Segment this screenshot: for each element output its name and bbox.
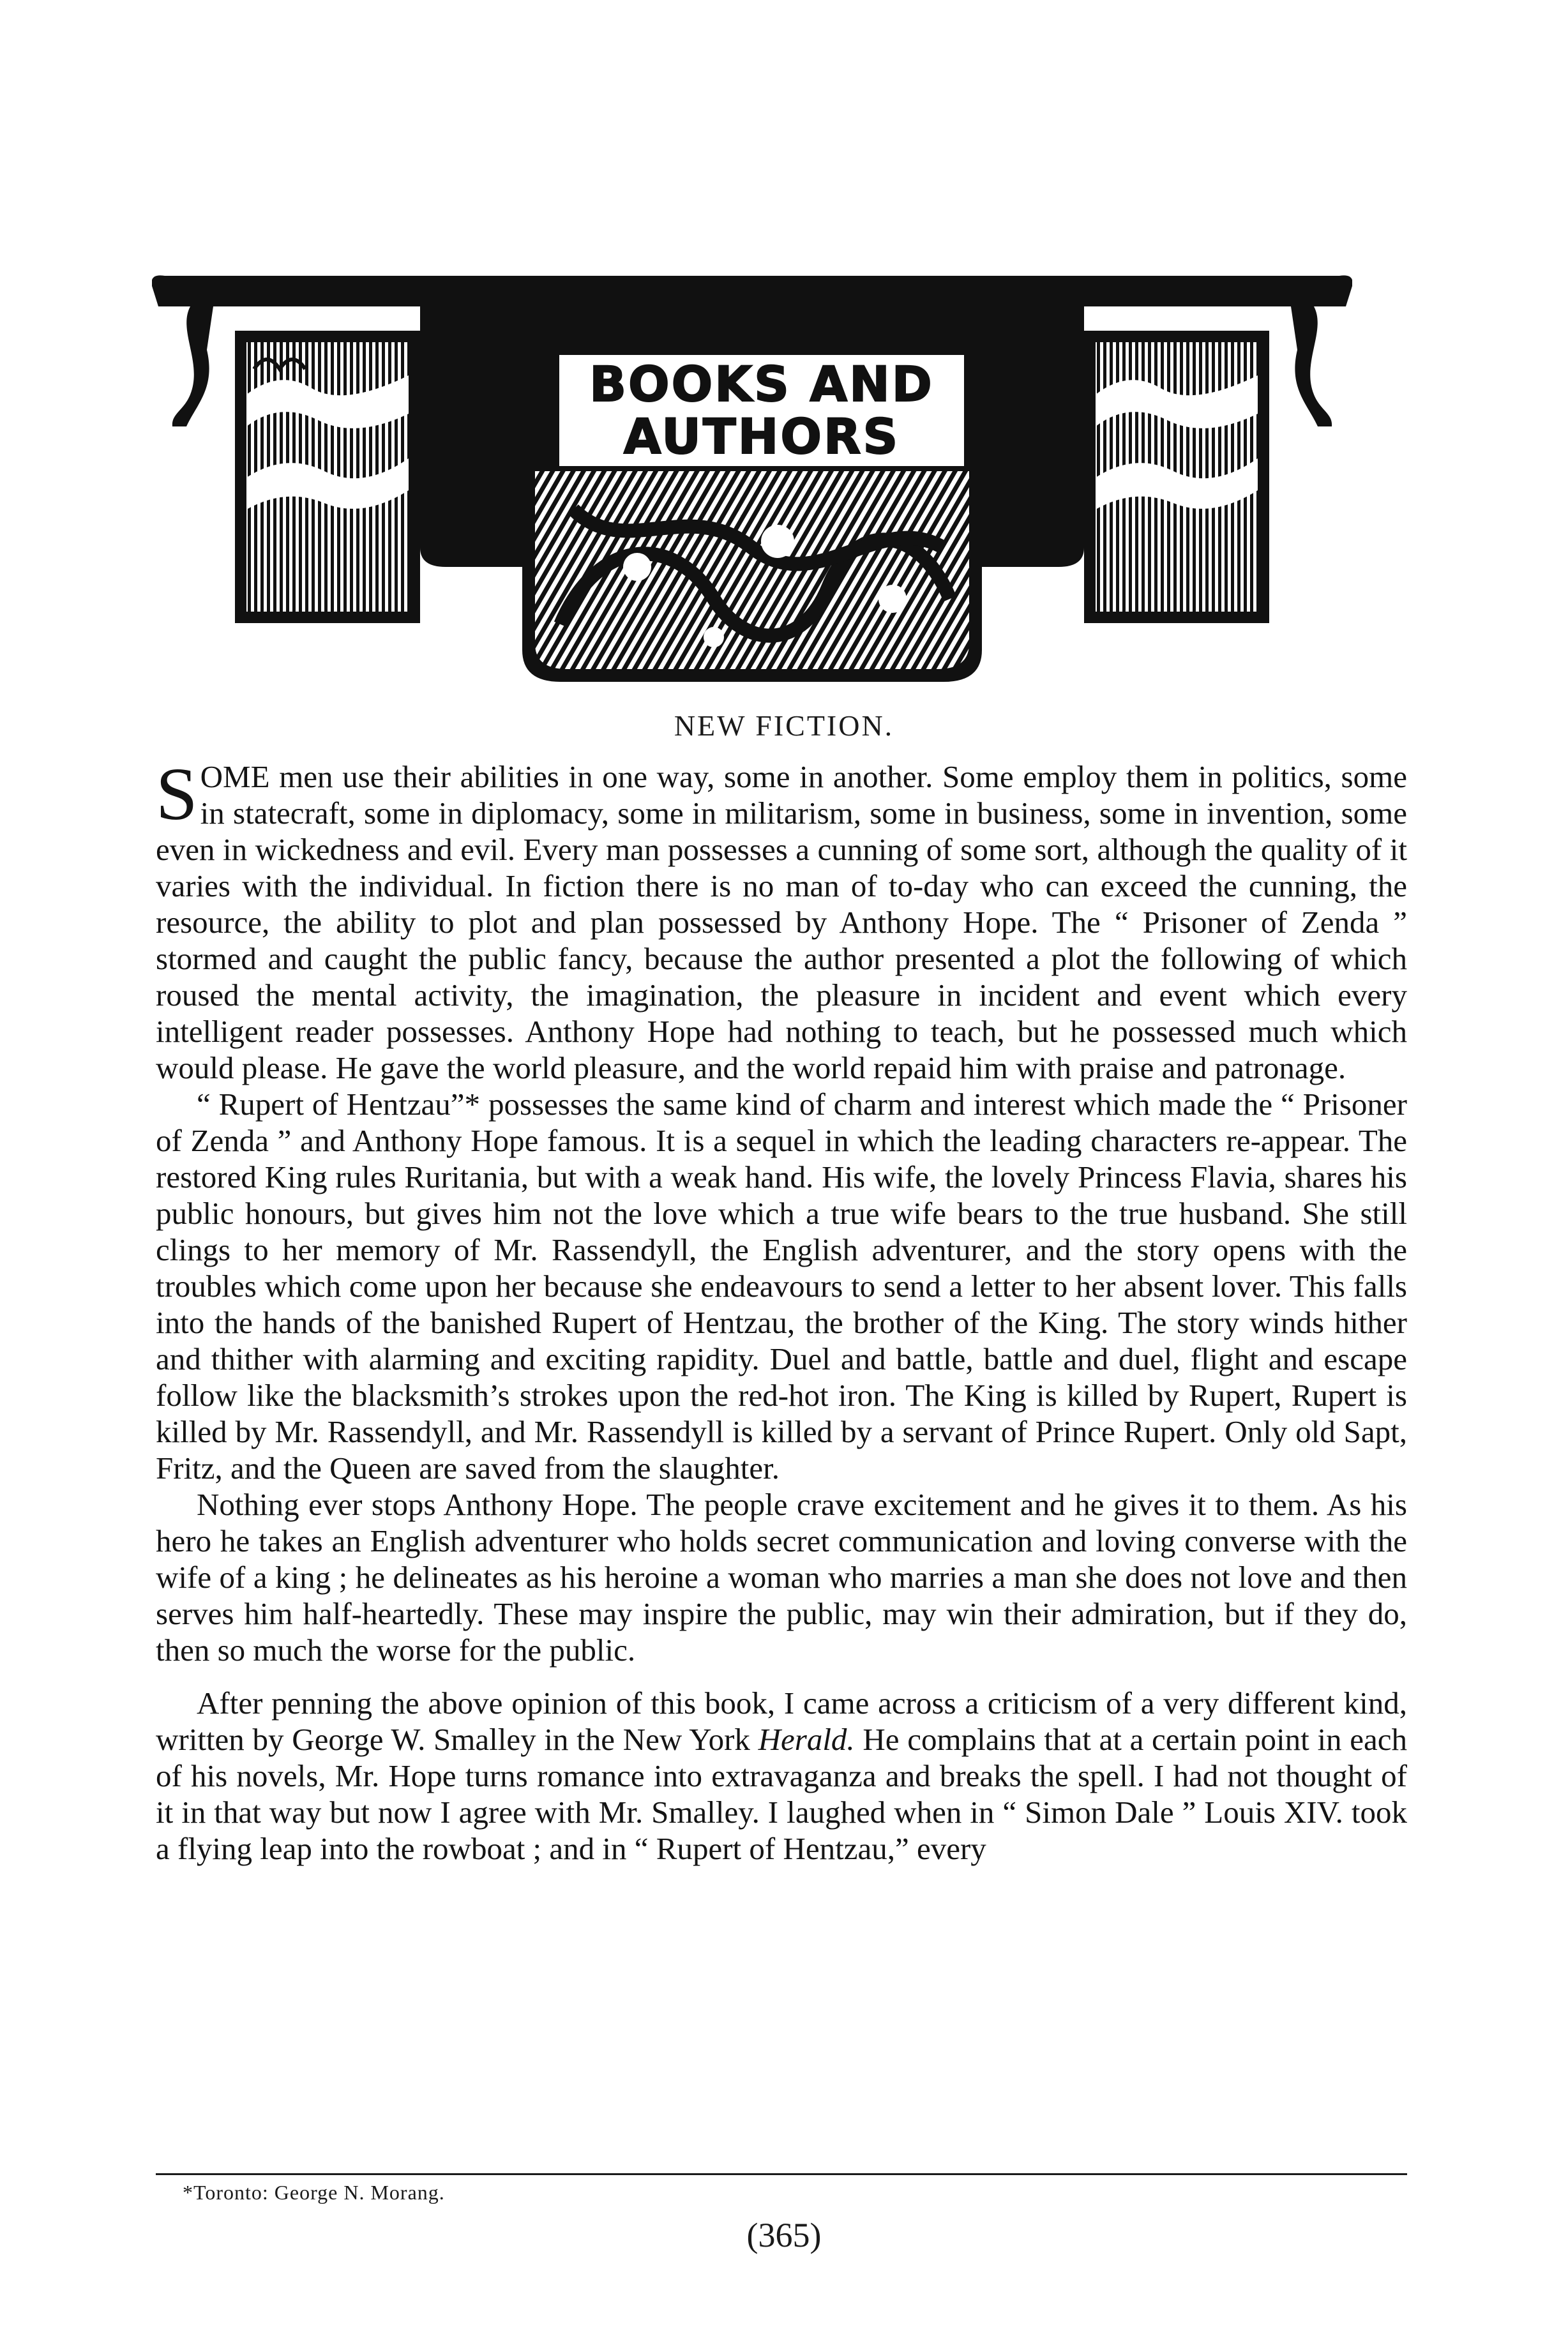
header-title-line-1: BOOKS AND (589, 356, 934, 412)
header-title-line-2: AUTHORS (623, 408, 900, 465)
paragraph-3: Nothing ever stops Anthony Hope. The people crave excitement and he gives it to them. As his hero he takes an English adventurer who holds secret communication and loving converse with the wife of a king ; he delineates as his heroine a woman who marries a man she does not love and then serves him half-heartedly. These may inspire the public, may win their admiration, but if they do, then so much the worse for the public. (156, 1487, 1407, 1668)
paragraph-4-text-start: After penning the above opinion of this book, I came across a criticism of a very different kind, written by George W. Smalley in the New York (156, 1685, 1407, 1757)
paragraph-2: “ Rupert of Hentzau”* possesses the same kind of charm and interest which made the “ Prisoner of Zenda ” and Anthony Hope famous. It is a sequel in which the leading characters re-appear. The restored King rules Ruritania, but with a weak hand. His wife, the lovely Princess Flavia, shares his public honours, but gives him not the love which a true wife bears to the true husband. She still clings to her memory of Mr. Rassendyll, the English adventurer, and the story opens with the troubles which come upon her because she endeavours to send a letter to her absent lover. This falls into the hands of the banished Rupert of Hentzau, the brother of the King. The story winds hither and thither with alarming and exciting rapidity. Duel and battle, battle and duel, flight and escape follow like the blacksmith’s strokes upon the red-hot iron. The King is killed by Rupert, Rupert is killed by Mr. Rassendyll, and Mr. Rassendyll is killed by a servant of Prince Rupert. Only old Sapt, Fritz, and the Queen are saved from the slaughter. (156, 1087, 1407, 1486)
article-body (156, 752, 1407, 1867)
paragraph-1: SOME men use their abilities in one way, some in another. Some employ them in politics, some in statecraft, some in diplomacy, some in militarism, some in business, some in invention, some even in wickedness and evil. Every man possesses a cunning of some sort, although the quality of it varies with the individual. In fiction there is no man of to-day who can exceed the cunning, the resource, the ability to plot and plan possessed by Anthony Hope. The “ Prisoner of Zenda ” stormed and caught the public fancy, because the author presented a plot the following of which roused the mental activity, the imagination, the pleasure in incident and event which every intelligent reader possesses. Anthony Hope had nothing to teach, but he possessed much which would please. He gave the world pleasure, and the world repaid him with praise and patronage. (156, 752, 1407, 1085)
header-ornament-illustration (152, 267, 1352, 701)
footnote-divider (156, 2173, 1407, 2175)
paragraph-4 (156, 1685, 1407, 1867)
books-and-authors-header (152, 267, 1352, 701)
section-heading: NEW FICTION. (674, 709, 894, 742)
page-number: (365) (746, 2216, 822, 2254)
header-title-box (554, 350, 969, 471)
paragraph-4-text-end: He complains that at a certain point in each of his novels, Mr. Hope turns romance into extravaganza and breaks the spell. I had not thought of it in that way but now I agree with Mr. Smalley. I laughed when in “ Simon Dale ” Louis XIV. took a flying leap into the rowboat ; and in “ Rupert of Hentzau,” every (156, 1722, 1407, 1866)
footnote: *Toronto: George N. Morang. (183, 2181, 445, 2204)
herald-italic: Herald. (758, 1722, 855, 1757)
